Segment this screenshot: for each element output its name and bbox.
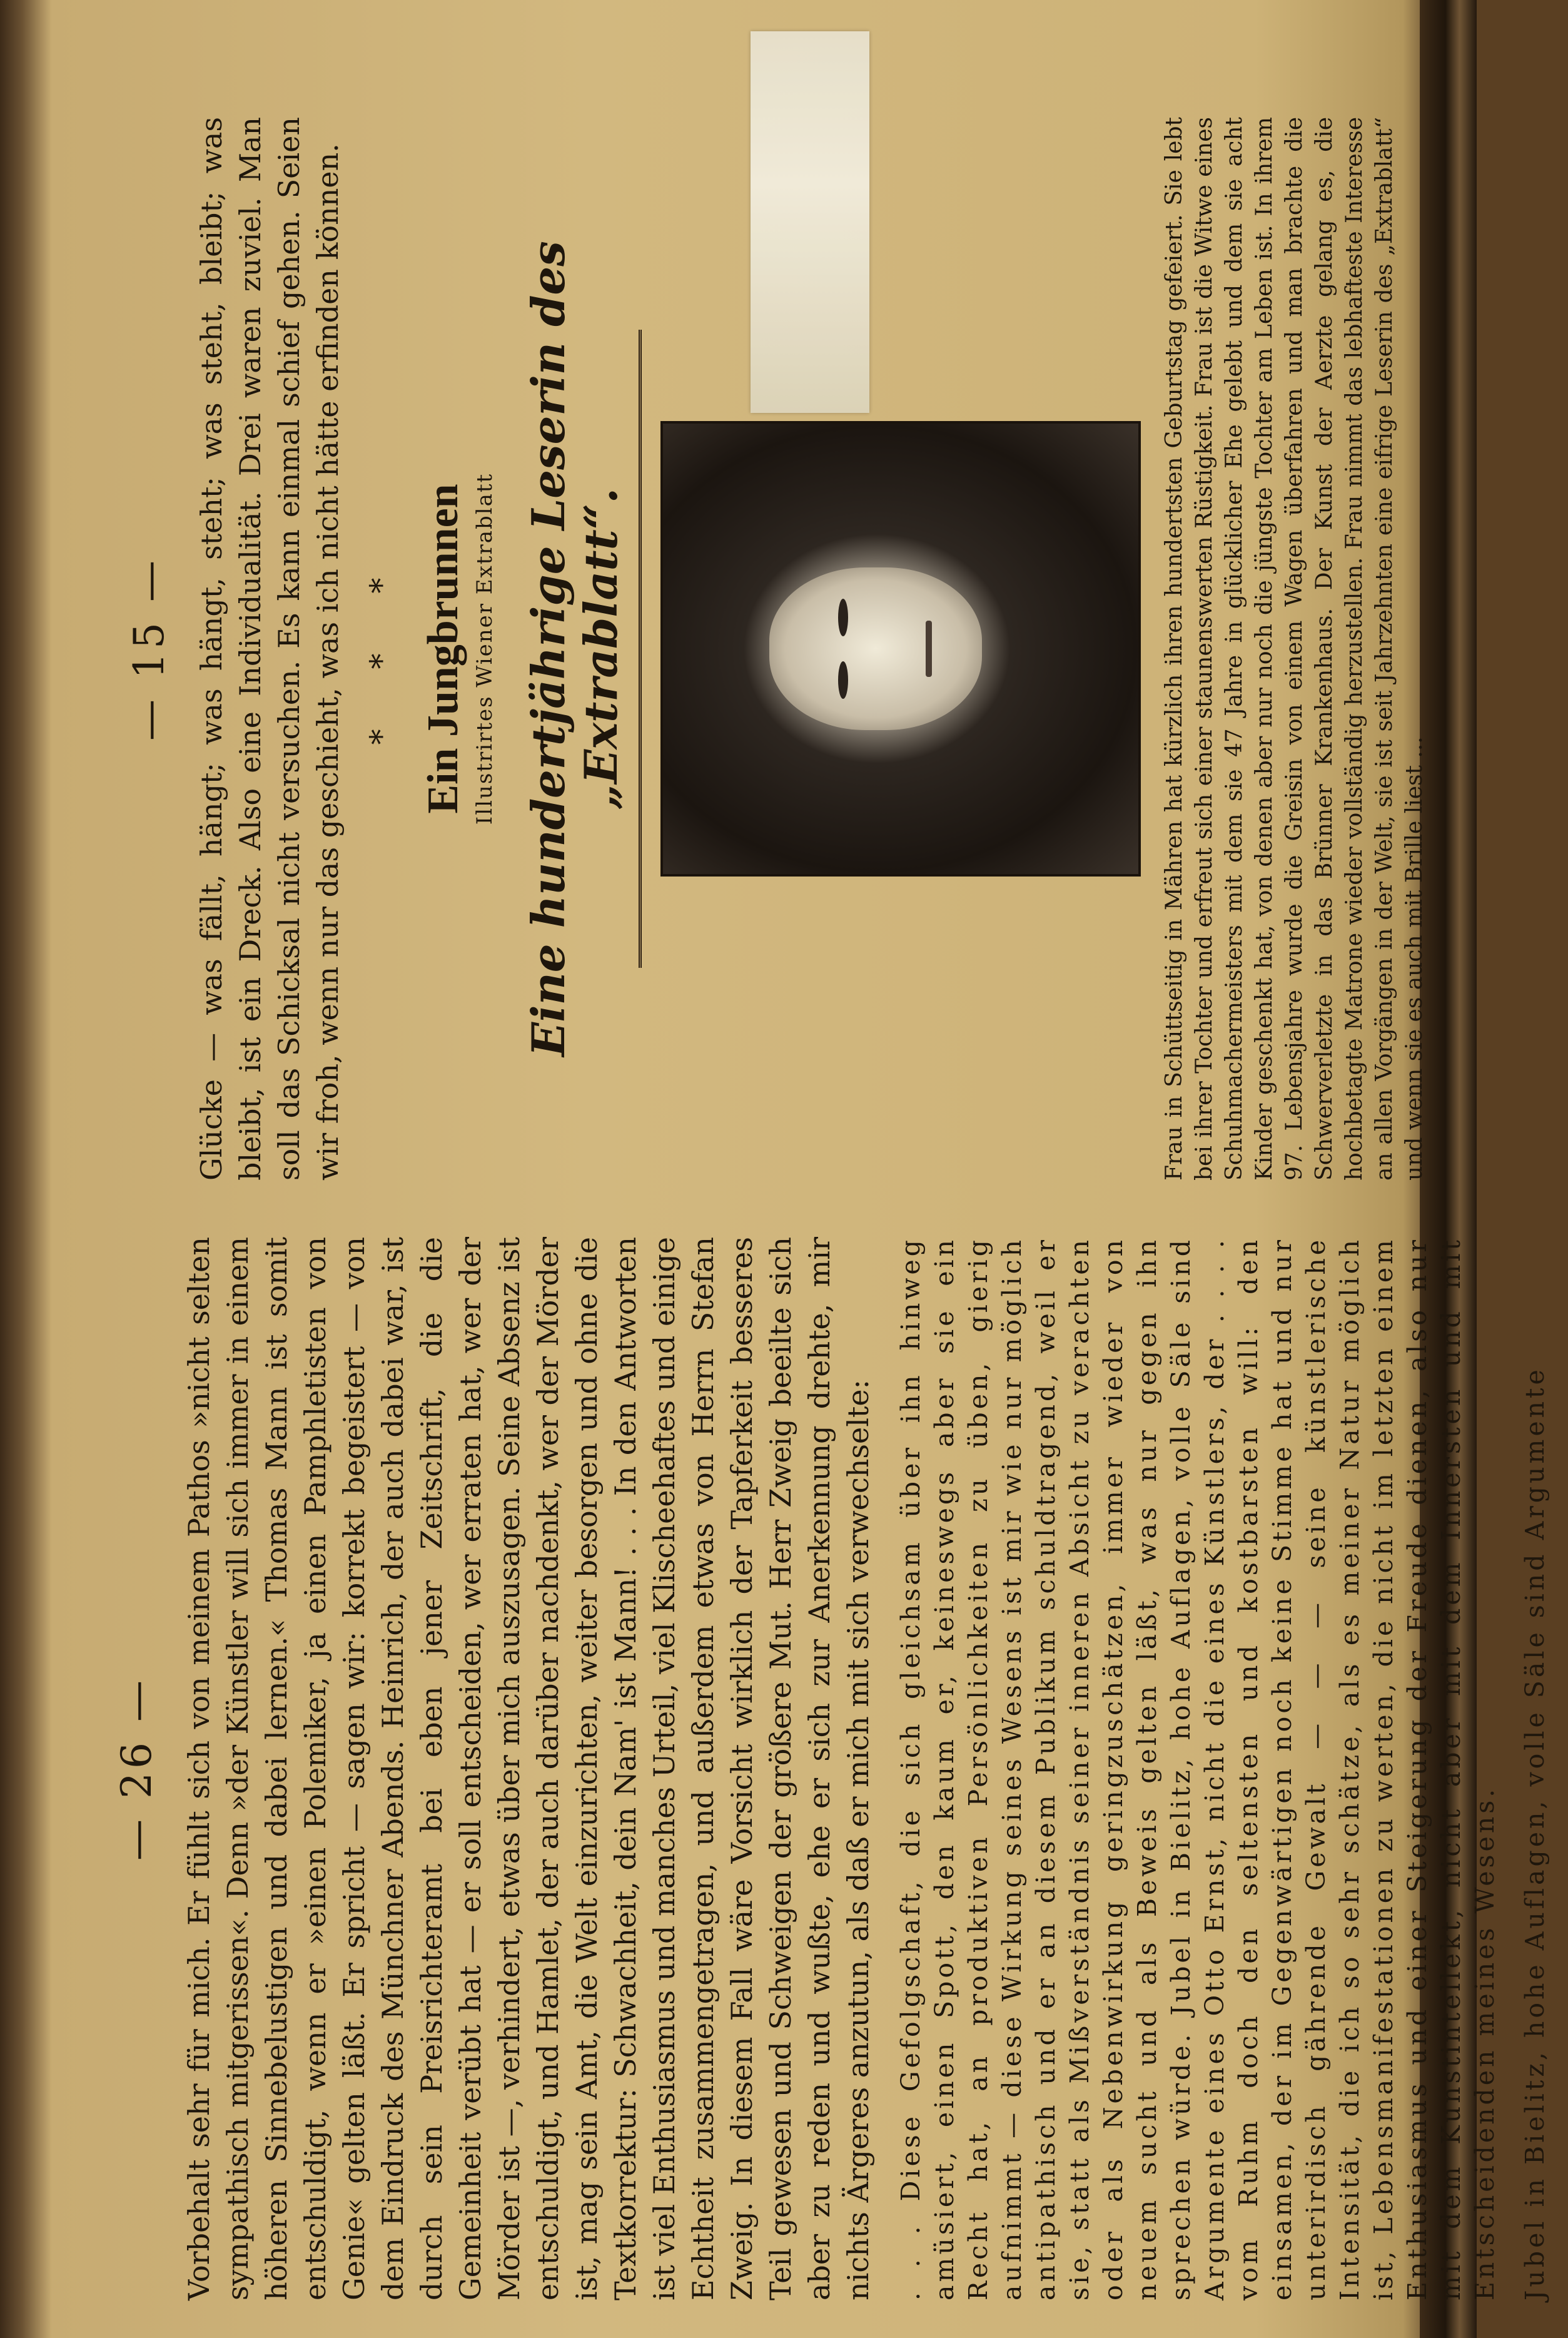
- portrait-eye-left: [838, 661, 848, 699]
- clipping-title: Eine hundertjährige Leserin des „Extrablatt“.: [522, 117, 642, 1181]
- left-paragraph-1: Vorbehalt sehr für mich. Er fühlt sich von meinem Pathos »nicht selten sympathisch mitgerissen«. Denn »der Künstler will sich immer in einem höheren Sinnebelustigen und dabei lernen.« Thomas Mann ist somit entschuldigt, wenn er »einen Polemiker, ja einen Pamphletisten von Genie« gelten läßt. Er spricht — sagen wir: korrekt begeistert — von dem Eindruck des Münchner Abends. Heinrich, der auch dabei war, ist durch sein Preisrichteramt bei eben jener Zeitschrift, die die Gemeinheit verübt hat — er soll entscheiden, wer erraten hat, wer der Mörder ist —, verhindert, etwas über mich auszusagen. Seine Absenz ist entschuldigt, und Hamlet, der auch darüber nachdenkt, wer der Mörder ist, mag sein Amt, die Welt einzurichten, weiter besorgen und ohne die Textkorrektur: Schwachheit, dein Nam' ist Mann! . . . In den Antworten ist viel Enthusiasmus und manches Urteil, viel Klischeehaftes und einige Echtheit zusammengetragen, und außerdem etwas von Herrn Stefan Zweig. In diesem Fall wäre Vorsicht wirklich der Tapferkeit besseres Teil gewesen und Schweigen der größere Mut. Herr Zweig beeilte sich aber zu reden und wußte, ehe er sich zur Anerkennung drehte, mir nichts Ärgeres anzutun, als daß er mich mit sich verwechselte:: [182, 1237, 875, 2300]
- page-number-left: — 26 —: [113, 1677, 161, 1861]
- clipping-caption: Frau in Schüttseitig in Mähren hat kürzlich ihren hundertsten Geburtstag gefeiert. Sie lebt bei ihrer Tochter und erfreut sich einer staunenswerten Rüstigkeit. Frau ist die Witwe eines Schuhmachermeisters mit dem sie 47 Jahre in glücklicher Ehe gelebt und dem sie acht Kinder geschenkt hat, von denen aber nur noch die jüngste Tochter am Leben ist. In ihrem 97. Lebensjahre wurde die Greisin von einem Wagen überfahren und man brachte die Schwerverletzte in das Brünner Krankenhaus. Der Kunst der Aerzte gelang es, die hochbetagte Matrone wieder vollständig herzustellen. Frau nimmt das lebhafteste Interesse an allen Vorgängen in der Welt, sie ist seit Jahrzehnten eine eifrige Leserin des „Extrablatt“ und wenn sie es auch mit Brille liest ...: [1161, 117, 1427, 1181]
- portrait-face: [769, 567, 982, 730]
- left-page: [113, 1237, 1568, 2300]
- left-quote-paragraph: . . . Diese Gefolgschaft, die sich gleichsam über ihn hinweg amüsiert, einen Spott, den kaum er, keineswegs aber sie ein Recht hat, an produktiven Persönlichkeiten zu üben, gierig aufnimmt — diese Wirkung seines Wesens ist mir wie nur möglich antipathisch und er an diesem Publikum schuldtragend, weil er sie, statt als Mißverständnis seiner inneren Absicht zu verachten oder als Nebenwirkung geringzuschätzen, immer wieder von neuem sucht und als Beweis gelten läßt, was nur gegen ihn sprechen würde. Jubel in Bielitz, hohe Auflagen, volle Säle sind Argumente eines Otto Ernst, nicht die eines Künstlers, der . . . . vom Ruhm doch den seltensten und kostbarsten will: den einsamen, der im Gegenwärtigen noch keine Stimme hat und nur unterirdisch gährende Gewalt — — — seine künstlerische Intensität, die ich so sehr schätze, als es meiner Natur möglich ist, Lebensmanifestationen zu werten, die nicht im letzten einem Enthusiasmus und einer Steigerung der Freude dienen, also nur mit dem Kunstintellekt, nicht aber mit dem Innersten und mit Entscheidenden meines Wesens.: [896, 1237, 1500, 2300]
- portrait-photo: [660, 421, 1141, 877]
- left-paragraph-3: Jubel in Bielitz, hohe Auflagen, volle Säle sind Argumente: [1520, 1366, 1550, 2300]
- page-number-right: — 15 —: [125, 557, 173, 741]
- section-source: Illustrirtes Wiener Extrablatt: [472, 472, 497, 825]
- portrait-eye-right: [838, 599, 848, 636]
- right-page: [125, 117, 1430, 1181]
- portrait-mouth: [926, 621, 932, 677]
- section-divider-stars: * * *: [363, 552, 400, 745]
- section-heading: Ein Jungbrunnen: [419, 484, 467, 814]
- right-paragraph-1: Glücke — was fällt, hängt; was hängt, steht; was steht, bleibt; was bleibt, ist ein Dreck. Also eine Individualität. Drei waren zuviel. Man soll das Schicksal nicht versuchen. Es kann einmal schief gehen. Seien wir froh, wenn nur das geschieht, was ich nicht hätte erfinden können.: [195, 117, 345, 1181]
